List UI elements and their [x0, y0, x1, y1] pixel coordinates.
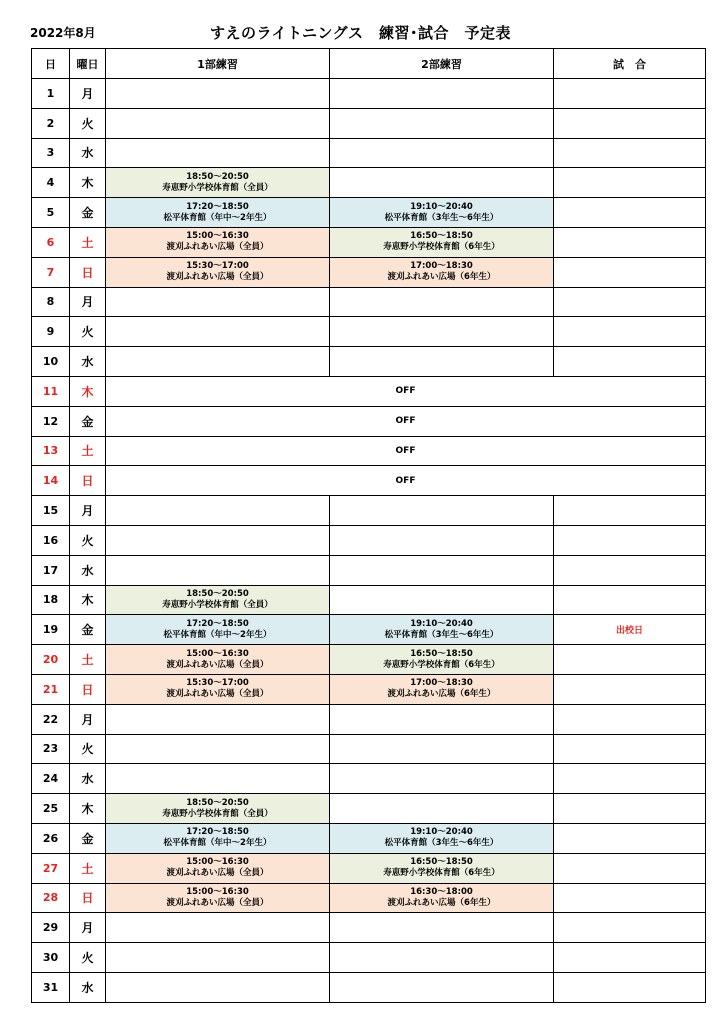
- table-row: [32, 406, 706, 436]
- practice-1-cell: [106, 347, 330, 377]
- practice-time: 15:30～17:00: [186, 261, 249, 272]
- day-number: 4: [32, 168, 70, 198]
- column-header-practice-1: 1部練習: [106, 49, 330, 79]
- game-cell: [554, 198, 706, 228]
- practice-venue: 松平体育館（年中～2年生）: [163, 838, 272, 849]
- table-row: [32, 287, 706, 317]
- practice-time: 15:00～16:30: [186, 886, 249, 897]
- practice-2-cell: [330, 794, 554, 824]
- practice-1-cell: [106, 823, 330, 853]
- day-number: 7: [32, 257, 70, 287]
- weekday: 月: [70, 287, 106, 317]
- practice-venue: 松平体育館（3年生～6年生）: [384, 212, 499, 223]
- schedule-body: [32, 79, 706, 1003]
- practice-1-cell: [106, 555, 330, 585]
- table-row: [32, 972, 706, 1002]
- practice-1-cell: [106, 645, 330, 675]
- practice-time: 17:00～18:30: [410, 261, 473, 272]
- practice-2-cell: [330, 972, 554, 1002]
- practice-time: 17:20～18:50: [186, 201, 249, 212]
- practice-time: 18:50～20:50: [186, 588, 249, 599]
- practice-2-cell: [330, 525, 554, 555]
- practice-2-cell: [330, 79, 554, 109]
- practice-2-cell: [330, 108, 554, 138]
- game-cell: [554, 645, 706, 675]
- practice-venue: 松平体育館（年中～2年生）: [163, 212, 272, 223]
- column-header-practice-2: 2部練習: [330, 49, 554, 79]
- game-cell: [554, 496, 706, 526]
- practice-1-cell: [106, 227, 330, 257]
- table-row: [32, 585, 706, 615]
- practice-time: 15:00～16:30: [186, 648, 249, 659]
- table-row: [32, 198, 706, 228]
- practice-1-cell: [106, 525, 330, 555]
- practice-1-cell: [106, 674, 330, 704]
- practice-time: 18:50～20:50: [186, 797, 249, 808]
- game-cell: [554, 525, 706, 555]
- weekday: 日: [70, 883, 106, 913]
- table-row: [32, 943, 706, 973]
- weekday: 月: [70, 496, 106, 526]
- practice-time: 17:20～18:50: [186, 827, 249, 838]
- table-row: [32, 734, 706, 764]
- practice-2-cell: [330, 227, 554, 257]
- practice-time: 17:20～18:50: [186, 618, 249, 629]
- table-row: [32, 317, 706, 347]
- table-row: [32, 704, 706, 734]
- practice-time: 15:30～17:00: [186, 678, 249, 689]
- practice-venue: 渡刈ふれあい広場（全員）: [166, 242, 269, 253]
- table-header-row: [32, 49, 706, 79]
- day-number: 6: [32, 227, 70, 257]
- table-row: [32, 257, 706, 287]
- table-row: [32, 168, 706, 198]
- practice-venue: 寿恵野小学校体育館（全員）: [162, 808, 273, 819]
- table-row: [32, 615, 706, 645]
- schedule-table: [31, 48, 706, 1003]
- game-cell: [554, 287, 706, 317]
- practice-venue: 渡刈ふれあい広場（全員）: [166, 868, 269, 879]
- game-cell: [554, 704, 706, 734]
- weekday: 火: [70, 108, 106, 138]
- game-cell: [554, 79, 706, 109]
- weekday: 月: [70, 79, 106, 109]
- day-number: 8: [32, 287, 70, 317]
- practice-time: 16:50～18:50: [410, 231, 473, 242]
- weekday: 土: [70, 645, 106, 675]
- practice-2-cell: [330, 883, 554, 913]
- practice-1-cell: [106, 794, 330, 824]
- practice-2-cell: [330, 645, 554, 675]
- practice-time: 16:30～18:00: [410, 886, 473, 897]
- game-cell: [554, 972, 706, 1002]
- game-cell: [554, 347, 706, 377]
- game-cell: [554, 227, 706, 257]
- table-row: [32, 376, 706, 406]
- day-number: 27: [32, 853, 70, 883]
- practice-2-cell: [330, 734, 554, 764]
- practice-1-cell: [106, 496, 330, 526]
- practice-1-cell: [106, 764, 330, 794]
- day-number: 23: [32, 734, 70, 764]
- weekday: 金: [70, 823, 106, 853]
- day-number: 5: [32, 198, 70, 228]
- practice-1-cell: [106, 943, 330, 973]
- weekday: 水: [70, 555, 106, 585]
- day-number: 19: [32, 615, 70, 645]
- weekday: 日: [70, 674, 106, 704]
- practice-venue: 渡刈ふれあい広場（6年生）: [387, 897, 496, 908]
- day-number: 26: [32, 823, 70, 853]
- practice-2-cell: [330, 138, 554, 168]
- table-row: [32, 823, 706, 853]
- practice-venue: 渡刈ふれあい広場（6年生）: [387, 272, 496, 283]
- weekday: 土: [70, 853, 106, 883]
- weekday: 金: [70, 615, 106, 645]
- table-row: [32, 883, 706, 913]
- weekday: 木: [70, 794, 106, 824]
- day-number: 3: [32, 138, 70, 168]
- game-cell: [554, 794, 706, 824]
- off-cell: OFF: [106, 376, 706, 406]
- practice-time: 16:50～18:50: [410, 648, 473, 659]
- day-number: 1: [32, 79, 70, 109]
- table-row: [32, 645, 706, 675]
- day-number: 14: [32, 466, 70, 496]
- weekday: 日: [70, 257, 106, 287]
- practice-2-cell: [330, 555, 554, 585]
- weekday: 火: [70, 317, 106, 347]
- practice-1-cell: [106, 257, 330, 287]
- table-row: [32, 913, 706, 943]
- day-number: 17: [32, 555, 70, 585]
- weekday: 木: [70, 168, 106, 198]
- day-number: 22: [32, 704, 70, 734]
- column-header-game: 試 合: [554, 49, 706, 79]
- table-row: [32, 466, 706, 496]
- weekday: 土: [70, 227, 106, 257]
- practice-1-cell: [106, 615, 330, 645]
- table-row: [32, 674, 706, 704]
- weekday: 月: [70, 704, 106, 734]
- column-header-day: 日: [32, 49, 70, 79]
- practice-time: 16:50～18:50: [410, 857, 473, 868]
- table-row: [32, 436, 706, 466]
- weekday: 火: [70, 943, 106, 973]
- day-number: 11: [32, 376, 70, 406]
- game-cell: [554, 883, 706, 913]
- practice-2-cell: [330, 287, 554, 317]
- page-title: すえのライトニングス 練習･試合 予定表: [210, 24, 512, 42]
- table-row: [32, 853, 706, 883]
- practice-2-cell: [330, 257, 554, 287]
- weekday: 水: [70, 972, 106, 1002]
- practice-2-cell: [330, 317, 554, 347]
- table-row: [32, 525, 706, 555]
- practice-venue: 渡刈ふれあい広場（全員）: [166, 689, 269, 700]
- month-label: 2022年8月: [30, 26, 96, 40]
- practice-1-cell: [106, 287, 330, 317]
- practice-2-cell: [330, 704, 554, 734]
- practice-venue: 松平体育館（年中～2年生）: [163, 629, 272, 640]
- game-cell: [554, 764, 706, 794]
- practice-2-cell: [330, 347, 554, 377]
- practice-venue: 松平体育館（3年生～6年生）: [384, 838, 499, 849]
- weekday: 木: [70, 585, 106, 615]
- weekday: 金: [70, 198, 106, 228]
- game-cell: [554, 823, 706, 853]
- practice-2-cell: [330, 853, 554, 883]
- practice-1-cell: [106, 198, 330, 228]
- day-number: 21: [32, 674, 70, 704]
- practice-1-cell: [106, 317, 330, 347]
- practice-2-cell: [330, 823, 554, 853]
- table-row: [32, 555, 706, 585]
- day-number: 25: [32, 794, 70, 824]
- game-cell: [554, 317, 706, 347]
- practice-2-cell: [330, 764, 554, 794]
- day-number: 20: [32, 645, 70, 675]
- practice-time: 19:10～20:40: [410, 201, 473, 212]
- game-cell: [554, 108, 706, 138]
- game-cell: [554, 257, 706, 287]
- table-row: [32, 496, 706, 526]
- day-number: 2: [32, 108, 70, 138]
- practice-1-cell: [106, 853, 330, 883]
- day-number: 28: [32, 883, 70, 913]
- table-row: [32, 108, 706, 138]
- practice-2-cell: [330, 674, 554, 704]
- practice-time: 15:00～16:30: [186, 857, 249, 868]
- practice-1-cell: [106, 79, 330, 109]
- practice-2-cell: [330, 585, 554, 615]
- practice-time: 17:00～18:30: [410, 678, 473, 689]
- practice-1-cell: [106, 883, 330, 913]
- day-number: 18: [32, 585, 70, 615]
- column-header-weekday: 曜日: [70, 49, 106, 79]
- weekday: 月: [70, 913, 106, 943]
- day-number: 31: [32, 972, 70, 1002]
- weekday: 金: [70, 406, 106, 436]
- weekday: 水: [70, 764, 106, 794]
- day-number: 12: [32, 406, 70, 436]
- practice-2-cell: [330, 168, 554, 198]
- off-cell: OFF: [106, 466, 706, 496]
- practice-1-cell: [106, 913, 330, 943]
- game-cell: [554, 674, 706, 704]
- practice-venue: 渡刈ふれあい広場（全員）: [166, 659, 269, 670]
- practice-venue: 寿恵野小学校体育館（6年生）: [383, 242, 500, 253]
- practice-time: 15:00～16:30: [186, 231, 249, 242]
- weekday: 火: [70, 525, 106, 555]
- practice-1-cell: [106, 704, 330, 734]
- day-number: 29: [32, 913, 70, 943]
- day-number: 24: [32, 764, 70, 794]
- practice-time: 19:10～20:40: [410, 618, 473, 629]
- practice-1-cell: [106, 734, 330, 764]
- practice-1-cell: [106, 168, 330, 198]
- practice-1-cell: [106, 138, 330, 168]
- game-cell: [554, 138, 706, 168]
- off-cell: OFF: [106, 406, 706, 436]
- practice-venue: 松平体育館（3年生～6年生）: [384, 629, 499, 640]
- practice-2-cell: [330, 198, 554, 228]
- weekday: 土: [70, 436, 106, 466]
- weekday: 水: [70, 347, 106, 377]
- practice-2-cell: [330, 615, 554, 645]
- day-number: 30: [32, 943, 70, 973]
- day-number: 13: [32, 436, 70, 466]
- table-row: [32, 764, 706, 794]
- practice-venue: 寿恵野小学校体育館（全員）: [162, 599, 273, 610]
- game-cell: 出校日: [554, 615, 706, 645]
- day-number: 9: [32, 317, 70, 347]
- practice-2-cell: [330, 496, 554, 526]
- off-cell: OFF: [106, 436, 706, 466]
- game-cell: [554, 168, 706, 198]
- game-cell: [554, 943, 706, 973]
- practice-time: 19:10～20:40: [410, 827, 473, 838]
- table-row: [32, 227, 706, 257]
- game-cell: [554, 585, 706, 615]
- practice-time: 18:50～20:50: [186, 171, 249, 182]
- weekday: 木: [70, 376, 106, 406]
- day-number: 10: [32, 347, 70, 377]
- practice-2-cell: [330, 943, 554, 973]
- weekday: 火: [70, 734, 106, 764]
- practice-venue: 寿恵野小学校体育館（6年生）: [383, 659, 500, 670]
- practice-1-cell: [106, 972, 330, 1002]
- table-row: [32, 138, 706, 168]
- table-row: [32, 794, 706, 824]
- practice-1-cell: [106, 108, 330, 138]
- practice-venue: 寿恵野小学校体育館（全員）: [162, 182, 273, 193]
- day-number: 16: [32, 525, 70, 555]
- table-row: [32, 79, 706, 109]
- table-row: [32, 347, 706, 377]
- document-header: [0, 0, 724, 48]
- game-cell: [554, 734, 706, 764]
- day-number: 15: [32, 496, 70, 526]
- weekday: 日: [70, 466, 106, 496]
- practice-venue: 寿恵野小学校体育館（6年生）: [383, 868, 500, 879]
- practice-venue: 渡刈ふれあい広場（6年生）: [387, 689, 496, 700]
- game-cell: [554, 853, 706, 883]
- practice-1-cell: [106, 585, 330, 615]
- game-cell: [554, 913, 706, 943]
- practice-venue: 渡刈ふれあい広場（全員）: [166, 272, 269, 283]
- practice-venue: 渡刈ふれあい広場（全員）: [166, 897, 269, 908]
- practice-2-cell: [330, 913, 554, 943]
- weekday: 水: [70, 138, 106, 168]
- game-cell: [554, 555, 706, 585]
